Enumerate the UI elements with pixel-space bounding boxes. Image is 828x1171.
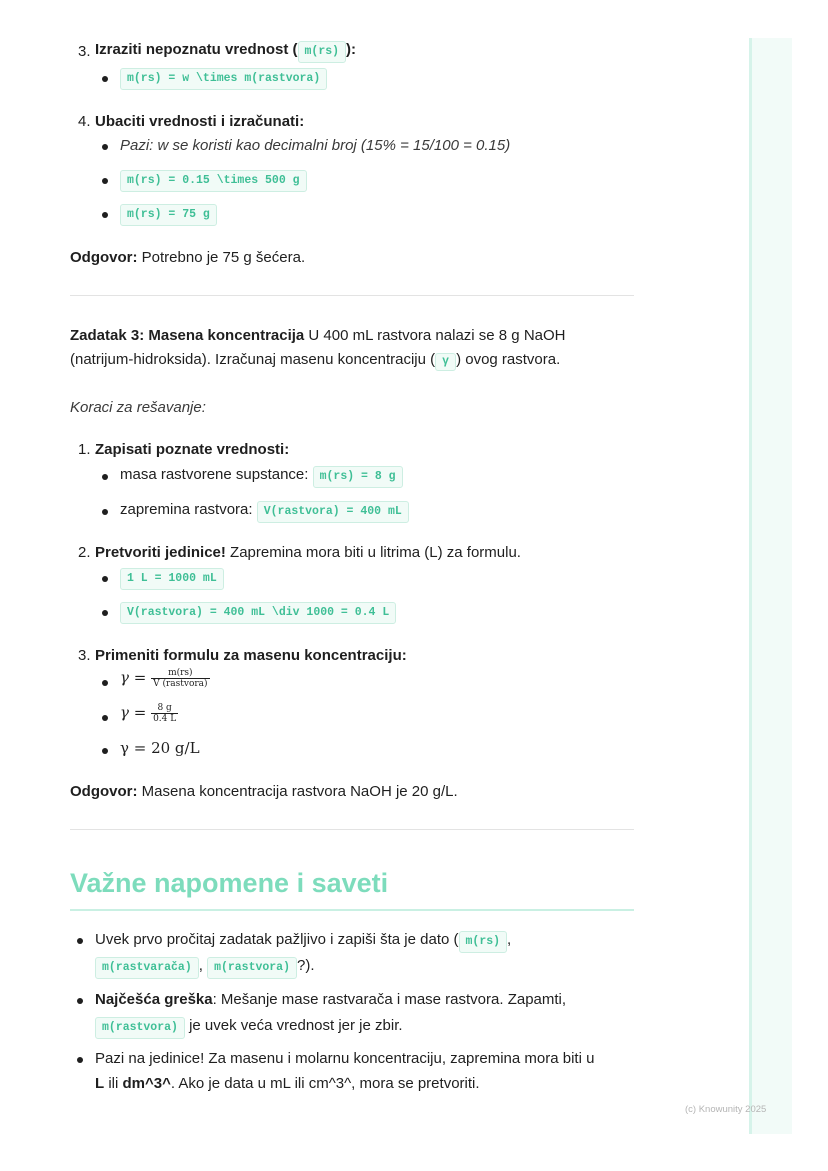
- formula-fraction: [120, 668, 210, 689]
- inline-code: V(rastvora) = 400 mL: [257, 501, 409, 523]
- step-title: Zapisati poznate vrednosti:: [95, 441, 290, 458]
- task-text: (natrijum-hidroksida). Izračunaj masenu koncentraciju (: [70, 351, 436, 368]
- bullet-dot: [102, 610, 108, 616]
- step-number: 3.: [78, 647, 91, 664]
- step-note: Pazi: w se koristi kao decimalni broj (15% = 15/100 = 0.15): [120, 137, 511, 154]
- tip-text: ,: [198, 957, 203, 974]
- tip-text: ,: [507, 931, 512, 948]
- step-title: Primeniti formulu za masenu koncentraciju:: [95, 647, 407, 664]
- inline-code: m(rs): [459, 931, 508, 953]
- code-block: V(rastvora) = 400 mL \div 1000 = 0.4 L: [120, 602, 396, 624]
- tip-item-cont: [95, 1074, 480, 1094]
- code-block: m(rs) = w \times m(rastvora): [120, 68, 327, 90]
- step-title-rest: Zapremina mora biti u litrima (L) za formulu.: [225, 544, 521, 561]
- step-number: 2.: [78, 544, 91, 561]
- inline-code: γ: [435, 353, 456, 371]
- bullet-dot: [102, 680, 108, 686]
- tip-item: Pazi na jedinice! Za masenu i molarnu koncentraciju, zapremina mora biti u: [95, 1050, 595, 1067]
- bullet-text: masa rastvorene supstance:: [120, 466, 313, 483]
- fraction-denominator: V (rastvora): [153, 679, 208, 689]
- step-number: 3.: [78, 43, 91, 60]
- tip-text: . Ako je data u mL ili cm^3^, mora se pretvoriti.: [170, 1075, 480, 1092]
- code-block: m(rs) = 0.15 \times 500 g: [120, 170, 307, 192]
- step-title: [95, 543, 521, 563]
- section-underline: [70, 909, 634, 911]
- tip-text: ili: [104, 1075, 123, 1092]
- bullet-item: [120, 465, 403, 488]
- tip-bold: dm^3^: [122, 1075, 171, 1092]
- task-text: ) ovog rastvora.: [456, 351, 561, 368]
- steps-label: Koraci za rešavanje:: [70, 399, 206, 416]
- bullet-text: zapremina rastvora:: [120, 501, 257, 518]
- bullet-dot: [77, 1057, 83, 1063]
- tip-item: [95, 930, 511, 953]
- tip-text: : Mešanje mase rastvarača i mase rastvora. Zapamti,: [212, 991, 567, 1008]
- formula-code: [120, 204, 217, 226]
- step-title-text: Izraziti nepoznatu vrednost (: [95, 41, 298, 58]
- inline-code: m(rastvora): [95, 1017, 185, 1039]
- gamma-symbol: γ: [120, 668, 129, 687]
- bullet-dot: [102, 576, 108, 582]
- formula-code: [120, 170, 307, 192]
- answer-label: Odgovor:: [70, 249, 138, 266]
- inline-code: m(rastvarača): [95, 957, 199, 979]
- footer-copyright: (c) Knowunity 2025: [685, 1104, 767, 1115]
- fraction-numerator: 8 g: [151, 703, 178, 714]
- bullet-item: [120, 500, 409, 523]
- bullet-dot: [102, 715, 108, 721]
- answer-label: Odgovor:: [70, 783, 138, 800]
- bullet-dot: [102, 144, 108, 150]
- formula-result: γ = 20 g/L: [120, 739, 200, 757]
- equals-sign: =: [128, 703, 152, 722]
- tip-text: Uvek prvo pročitaj zadatak pažljivo i zapiši šta je dato (: [95, 931, 459, 948]
- tip-bold: Najčešća greška: [95, 991, 213, 1008]
- tip-text: ?).: [296, 957, 315, 974]
- tip-item-cont: [95, 956, 315, 979]
- bullet-dot: [102, 178, 108, 184]
- divider: [70, 829, 634, 830]
- divider: [70, 295, 634, 296]
- tip-text: je uvek veća vrednost jer je zbir.: [184, 1017, 403, 1034]
- formula-code: [120, 68, 327, 90]
- step-title: Ubaciti vrednosti i izračunati:: [95, 113, 305, 130]
- code-block: 1 L = 1000 mL: [120, 568, 224, 590]
- bullet-dot: [77, 998, 83, 1004]
- step-title-text: Pretvoriti jedinice!: [95, 544, 226, 561]
- inline-code: m(rs): [298, 41, 347, 63]
- task-title: Zadatak 3: Masena koncentracija: [70, 327, 305, 344]
- step-number: 4.: [78, 113, 91, 130]
- inline-code: m(rs) = 8 g: [313, 466, 403, 488]
- bullet-dot: [102, 76, 108, 82]
- bullet-dot: [102, 212, 108, 218]
- fraction: [151, 703, 178, 724]
- bullet-dot: [102, 474, 108, 480]
- tip-bold: L: [95, 1075, 105, 1092]
- answer: [70, 782, 458, 802]
- bullet-dot: [77, 938, 83, 944]
- answer-text: Masena koncentracija rastvora NaOH je 20 g/L.: [137, 783, 458, 800]
- fraction-numerator: m(rs): [151, 668, 209, 679]
- step-title: [95, 40, 356, 63]
- fraction-denominator: 0.4 L: [153, 714, 177, 724]
- inline-code: m(rastvora): [207, 957, 297, 979]
- right-sidebar: [749, 38, 792, 1134]
- answer: [70, 248, 305, 268]
- formula-code: [120, 568, 224, 590]
- bullet-dot: [102, 509, 108, 515]
- code-block: m(rs) = 75 g: [120, 204, 217, 226]
- answer-text: Potrebno je 75 g šećera.: [137, 249, 306, 266]
- tip-item-cont: [95, 1016, 403, 1039]
- section-heading: Važne napomene i saveti: [70, 868, 389, 898]
- step-title-end: ):: [346, 41, 357, 58]
- fraction: [151, 668, 209, 689]
- equals-sign: =: [128, 668, 152, 687]
- task-text: U 400 mL rastvora nalazi se 8 g NaOH: [304, 327, 566, 344]
- step-number: 1.: [78, 441, 91, 458]
- bullet-dot: [102, 748, 108, 754]
- tip-item: [95, 990, 566, 1010]
- gamma-symbol: γ: [120, 703, 129, 722]
- formula-fraction: [120, 703, 178, 724]
- task-paragraph: [70, 324, 634, 372]
- formula-code: [120, 602, 396, 624]
